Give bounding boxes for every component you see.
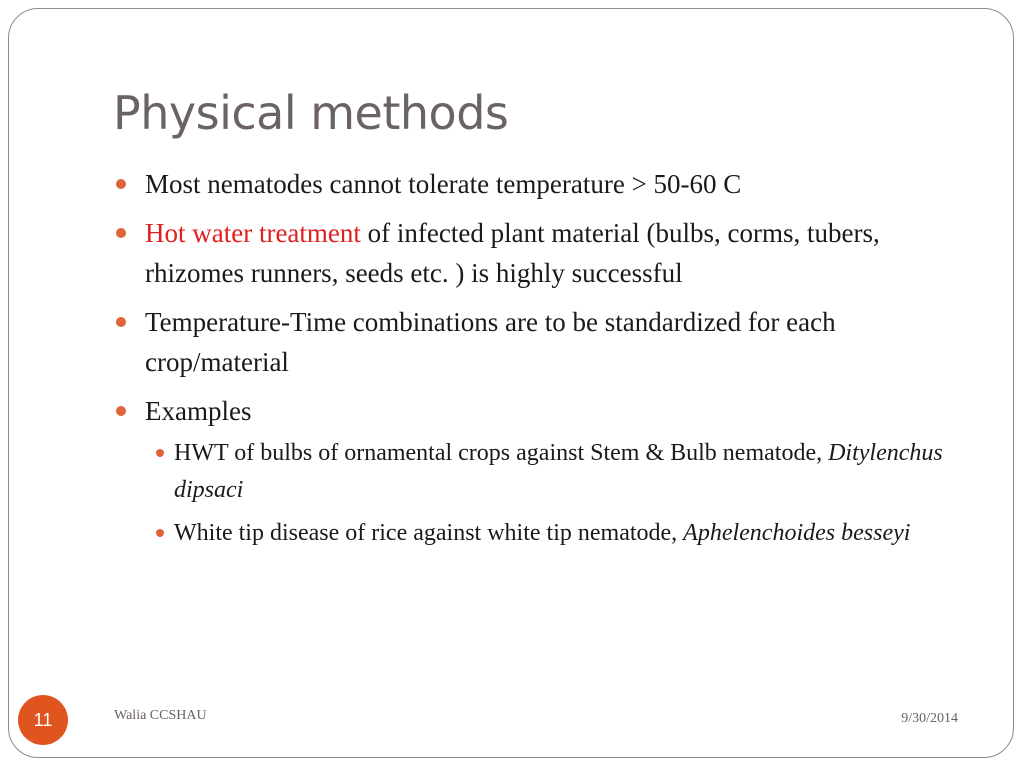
- sub-bullet-text: White tip disease of rice against white tip nematode,: [174, 520, 684, 546]
- bullet-dot-icon: [116, 406, 126, 416]
- sub-bullet-item: [113, 435, 943, 509]
- species-name: Aphelenchoides besseyi: [683, 520, 911, 546]
- footer-date: 9/30/2014: [901, 711, 958, 726]
- sub-bullet-text: HWT of bulbs of ornamental crops against Stem & Bulb nematode,: [174, 440, 829, 466]
- bullet-dot-icon: [156, 449, 164, 457]
- sub-bullet-item: [113, 515, 943, 552]
- bullet-text: of infected plant material (bulbs, corms, tubers, rhizomes runners, seeds etc. ) is highly successful: [145, 218, 880, 288]
- slide-number-badge: 11: [18, 695, 68, 745]
- bullet-dot-icon: [116, 228, 126, 238]
- footer-author: Walia CCSHAU: [114, 708, 207, 723]
- highlighted-term: Hot water treatment: [145, 218, 361, 248]
- bullet-item: [113, 164, 943, 204]
- bullet-text: Most nematodes cannot tolerate temperature > 50-60 C: [145, 169, 742, 199]
- bullet-text: Temperature-Time combinations are to be standardized for each crop/material: [145, 307, 836, 377]
- bullet-text: Examples: [145, 396, 252, 426]
- slide-body: [113, 164, 943, 558]
- slide-title: Physical methods: [113, 86, 509, 140]
- bullet-dot-icon: [116, 179, 126, 189]
- bullet-dot-icon: [116, 317, 126, 327]
- bullet-item: [113, 391, 943, 431]
- bullet-dot-icon: [156, 529, 164, 537]
- bullet-item: [113, 213, 943, 293]
- bullet-item: [113, 302, 943, 382]
- species-name: Ditylenchus dipsaci: [174, 440, 943, 503]
